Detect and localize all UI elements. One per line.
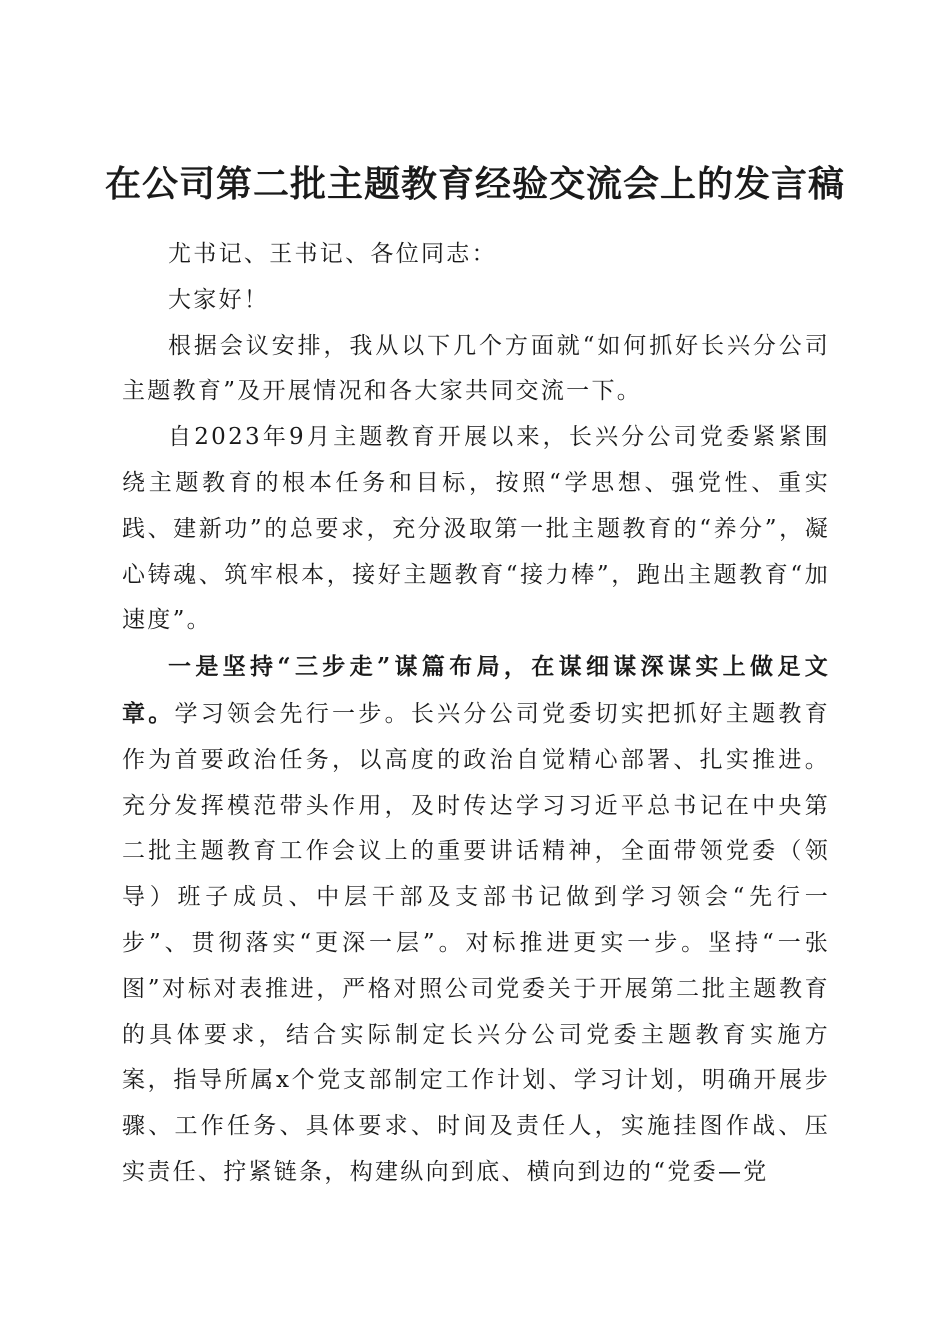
section-one-heading: 一是坚持“三步走”谋篇布局，在谋细谋深谋实上做足文章。 bbox=[122, 653, 830, 727]
section-one-body: 学习领会先行一步。长兴分公司党委切实把抓好主题教育作为首要政治任务，以高度的政治自觉精心部署、扎实推进。充分发挥模范带头作用，及时传达学习习近平总书记在中央第二批主题教育工作会议上的重要讲话精神，全面带领党委（领导）班子成员、中层干部及支部书记做到学习领会“先行一步”、贯彻落实“更深一层”。对标推进更实一步。坚持“一张图”对标对表推进，严格对照公司党委关于开展第二批主题教育的具体要求，结合实际制定长兴分公司党委主题教育实施方案，指导所属x个党支部制定工作计划、学习计划，明确开展步骤、工作任务、具体要求、时间及责任人，实施挂图作战、压实责任、拧紧链条，构建纵向到底、横向到边的“党委—党 bbox=[122, 700, 830, 1185]
document-body bbox=[122, 232, 830, 1196]
paragraph-intro: 根据会议安排，我从以下几个方面就“如何抓好长兴分公司主题教育”及开展情况和各大家共同交流一下。 bbox=[122, 332, 830, 405]
document-title: 在公司第二批主题教育经验交流会上的发言稿 bbox=[104, 163, 845, 206]
paragraph-overview: 自2023年9月主题教育开展以来，长兴分公司党委紧紧围绕主题教育的根本任务和目标，按照“学思想、强党性、重实践、建新功”的总要求，充分汲取第一批主题教育的“养分”，凝心铸魂、筑牢根本，接好主题教育“接力棒”，跑出主题教育“加速度”。 bbox=[122, 424, 830, 634]
paragraph-section-one bbox=[122, 644, 830, 1196]
salutation: 尤书记、王书记、各位同志： bbox=[168, 241, 497, 267]
greeting: 大家好！ bbox=[168, 286, 270, 313]
